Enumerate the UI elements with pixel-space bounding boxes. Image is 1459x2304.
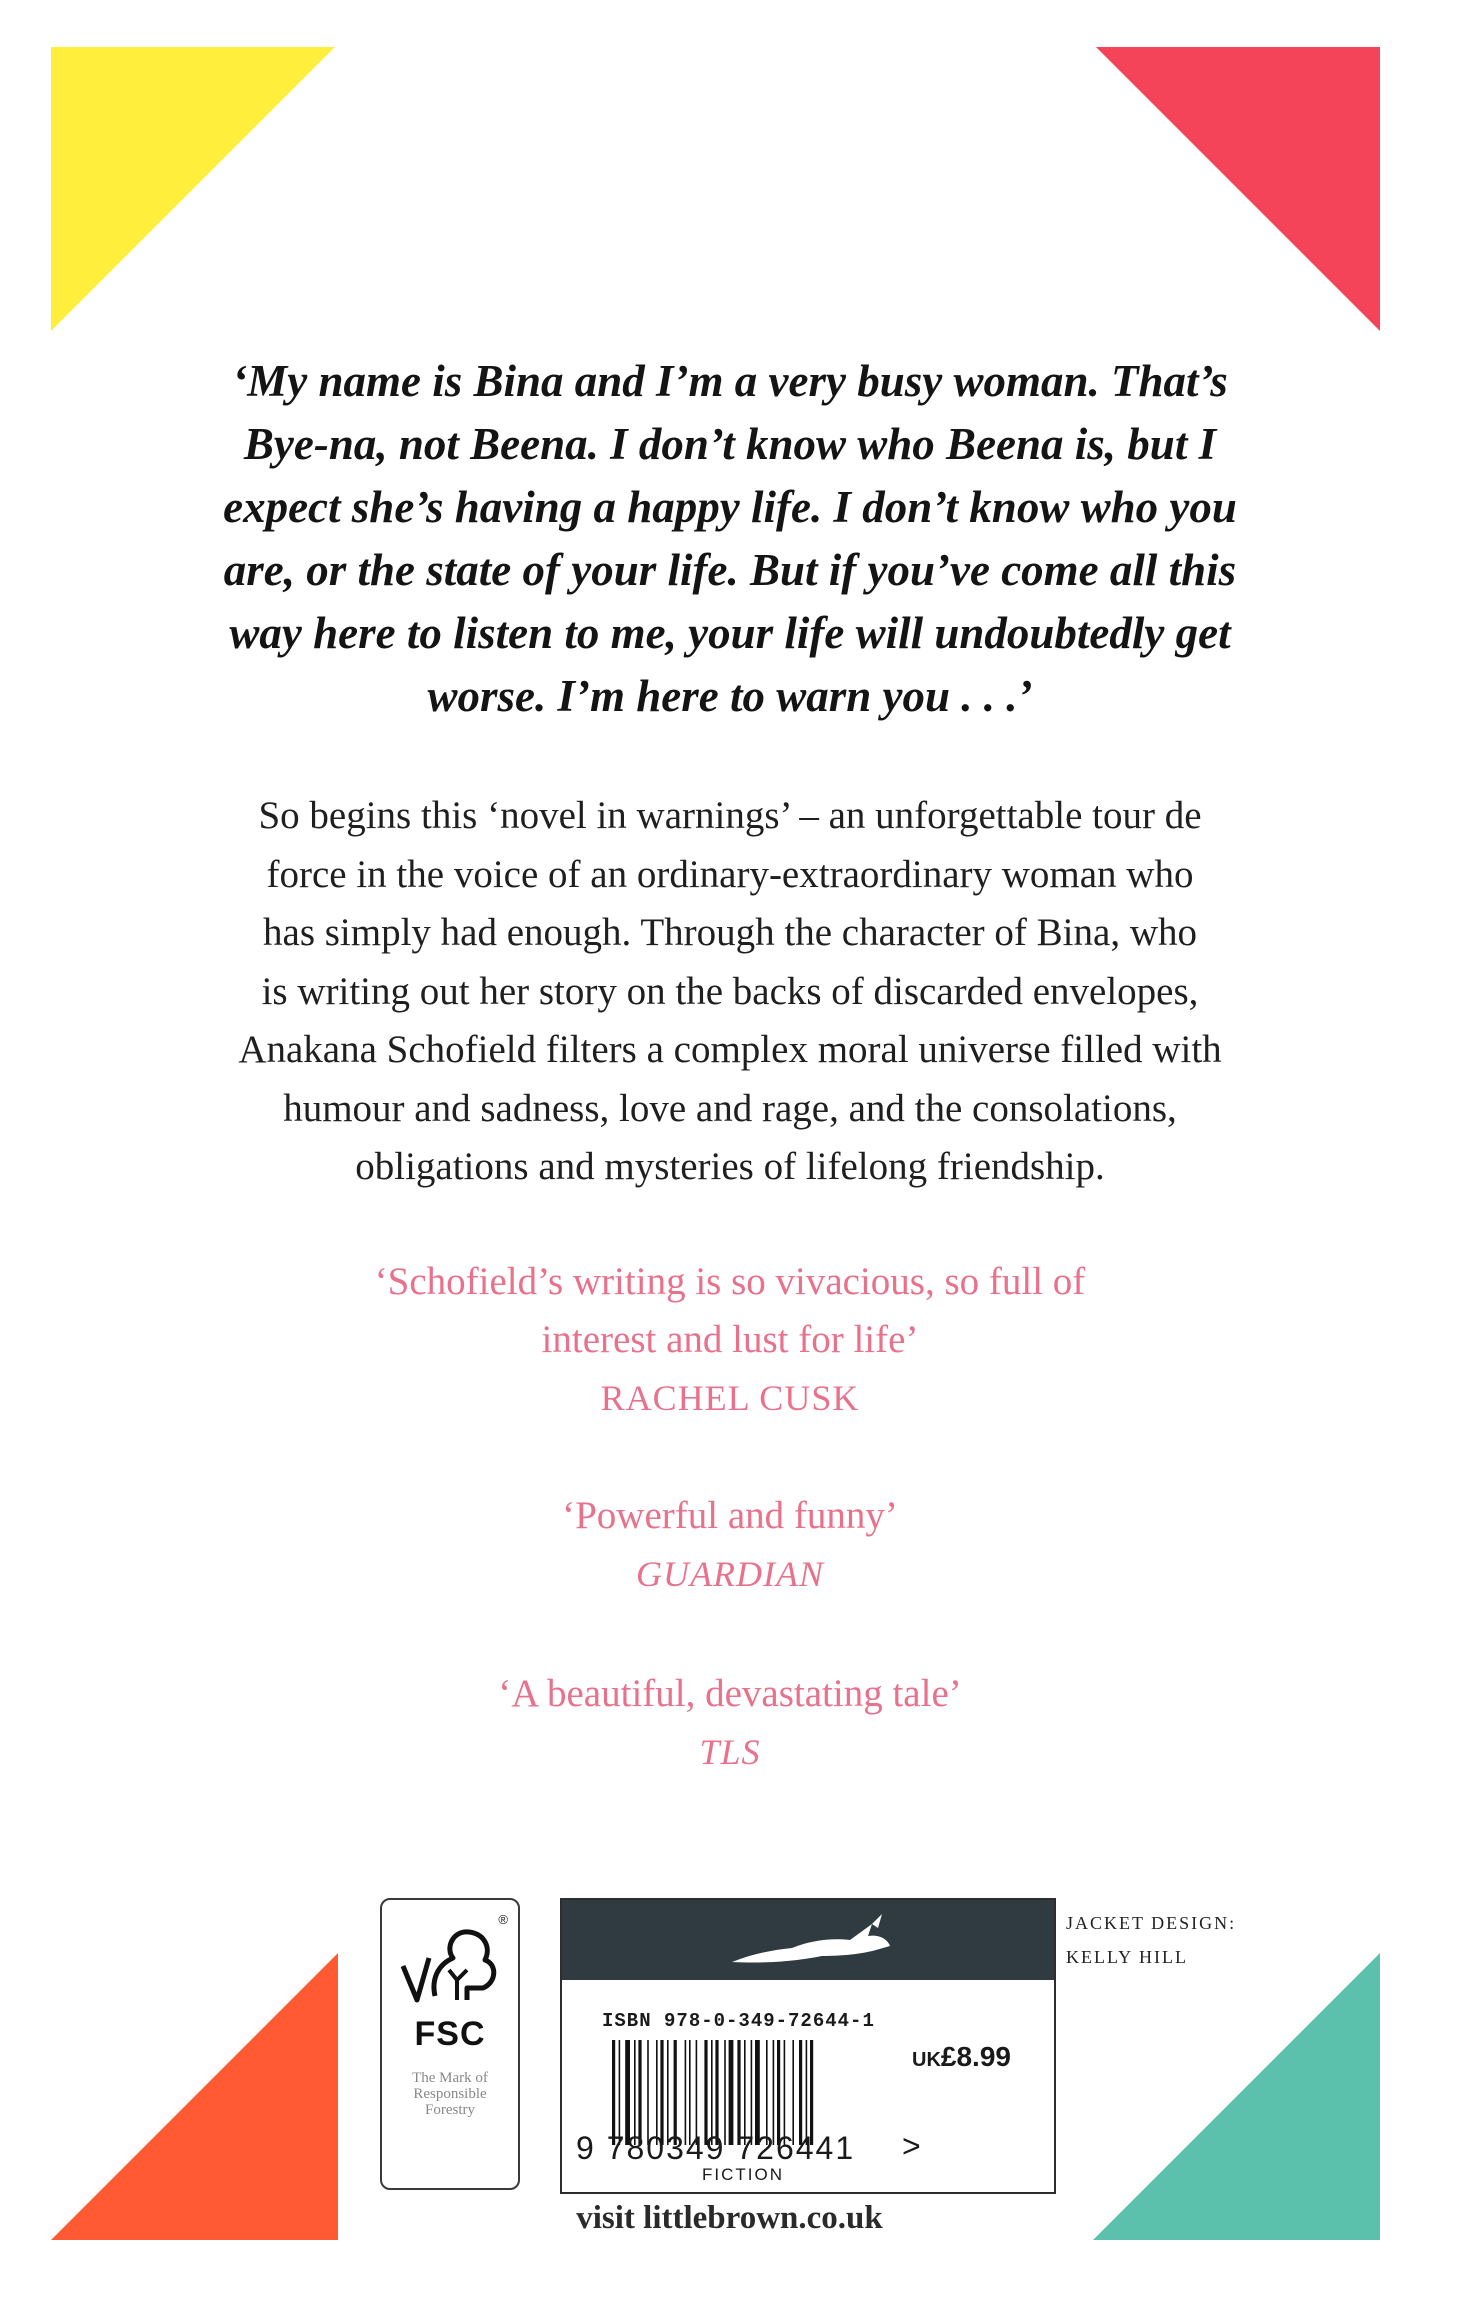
review-text: interest and lust for life’ — [541, 1318, 919, 1361]
fsc-tagline-line: Forestry — [425, 2102, 475, 2118]
quote-line: expect she’s having a happy life. I don’t know who you — [223, 482, 1237, 532]
barcode-arrow: > — [902, 2128, 921, 2164]
barcode-number: 9 780349 726441 — [576, 2130, 856, 2166]
book-blurb — [150, 787, 1310, 1197]
jacket-credit — [1066, 1906, 1236, 1974]
blurb-line: has simply had enough. Through the character of Bina, who — [263, 911, 1197, 954]
quote-line: are, or the state of your life. But if you’ve come all this — [223, 545, 1237, 595]
review-text: ‘Powerful and funny’ — [562, 1494, 898, 1537]
review-guardian — [300, 1487, 1160, 1603]
price-value: £8.99 — [940, 2041, 1011, 2072]
opening-quote — [160, 350, 1300, 728]
fsc-tree-icon — [395, 1918, 505, 2008]
review-source: TLS — [699, 1732, 761, 1772]
review-text: ‘A beautiful, devastating tale’ — [498, 1672, 962, 1715]
category-label: FICTION — [702, 2165, 784, 2184]
price-prefix: UK — [912, 2049, 941, 2071]
blurb-line: is writing out her story on the backs of discarded envelopes, — [261, 969, 1199, 1013]
teal-corner-triangle — [1093, 1953, 1380, 2240]
publisher-website: visit littlebrown.co.uk — [576, 2200, 883, 2236]
credit-line: JACKET DESIGN: — [1066, 1913, 1237, 1933]
running-hare-icon — [722, 1910, 902, 1970]
yellow-corner-triangle — [51, 47, 335, 331]
review-tls — [300, 1665, 1160, 1781]
blurb-line: force in the voice of an ordinary-extraordinary woman who — [266, 852, 1194, 896]
review-source: RACHEL CUSK — [600, 1378, 860, 1418]
blurb-line: So begins this ‘novel in warnings’ – an unforgettable tour de — [258, 794, 1202, 837]
isbn-text: ISBN 978-0-349-72644-1 — [602, 2010, 875, 2032]
barcode-panel — [560, 1898, 1056, 2194]
quote-line: Bye-na, not Beena. I don’t know who Beena is, but I — [243, 419, 1217, 469]
fsc-tagline — [382, 2070, 518, 2118]
blurb-line: humour and sadness, love and rage, and the consolations, — [283, 1086, 1177, 1130]
quote-line: worse. I’m here to warn you . . .’ — [427, 671, 1033, 721]
price — [912, 2041, 1011, 2073]
review-source: GUARDIAN — [636, 1554, 824, 1594]
quote-line: ‘My name is Bina and I’m a very busy woman. That’s — [232, 356, 1228, 406]
review-rachel-cusk — [300, 1253, 1160, 1427]
orange-corner-triangle — [51, 1953, 338, 2240]
review-text: ‘Schofield’s writing is so vivacious, so full of — [374, 1260, 1086, 1303]
fsc-label: FSC — [414, 2015, 486, 2053]
fsc-logo — [380, 1898, 520, 2190]
registered-mark: ® — [498, 1912, 508, 1927]
blurb-line: Anakana Schofield filters a complex moral universe filled with — [238, 1028, 1222, 1071]
red-corner-triangle — [1096, 47, 1380, 331]
fsc-tagline-line: The Mark of — [412, 2070, 488, 2086]
blurb-line: obligations and mysteries of lifelong friendship. — [355, 1145, 1105, 1188]
quote-line: way here to listen to me, your life will undoubtedly get — [229, 608, 1231, 658]
publisher-band — [562, 1900, 1054, 1980]
credit-line: KELLY HILL — [1066, 1947, 1188, 1967]
fsc-tagline-line: Responsible — [413, 2086, 487, 2102]
